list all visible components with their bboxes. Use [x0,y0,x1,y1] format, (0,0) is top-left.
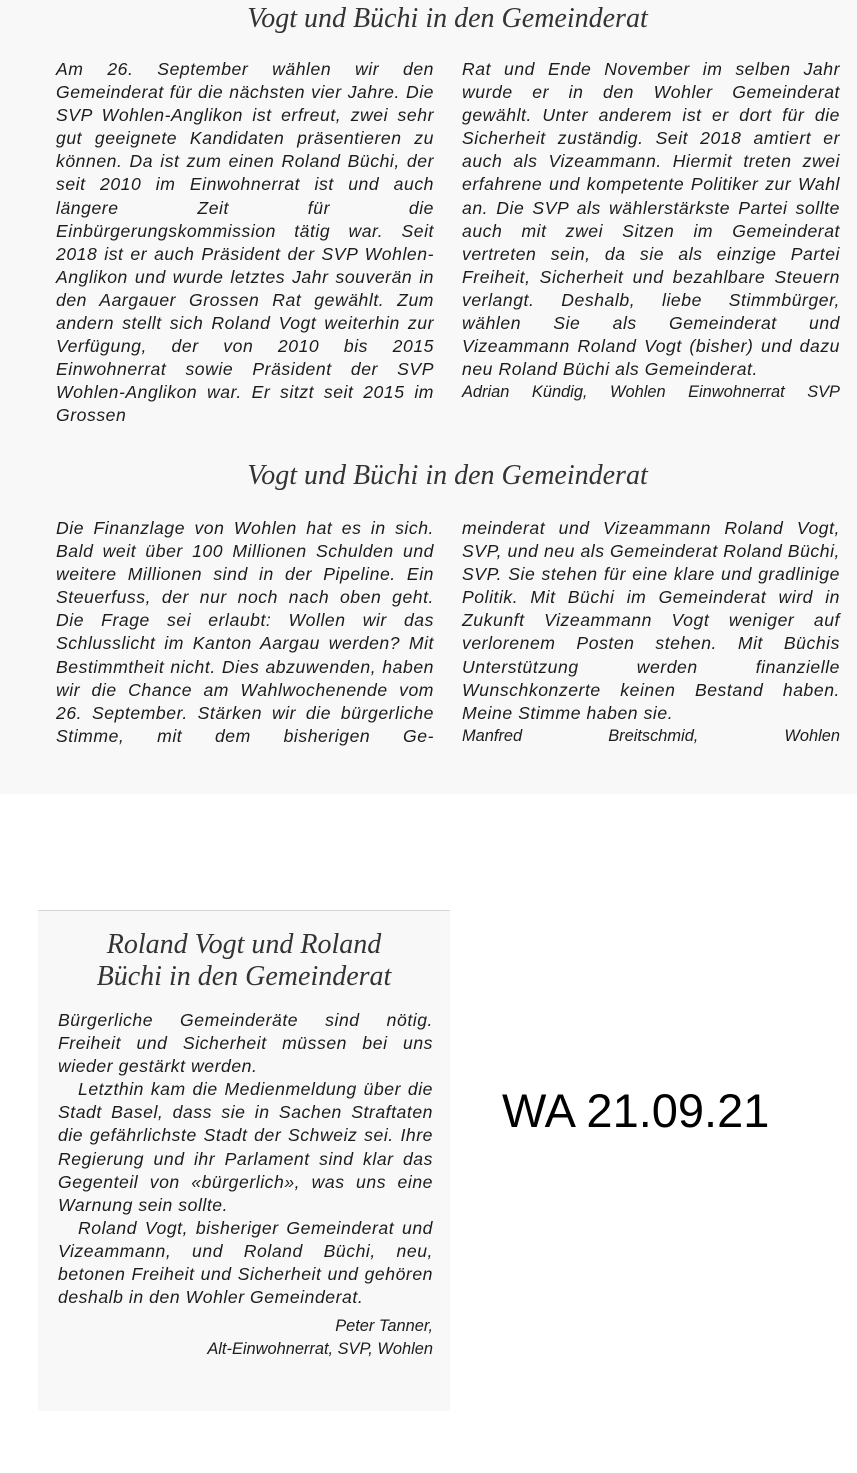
letter-1-signature: Adrian Kündig, Wohlen Einwohnerrat SVP [462,383,840,402]
letter-2 [0,438,857,794]
letter-1-column-right [462,58,840,428]
letter-3-paragraph-2: Letzthin kam die Medienmeldung über die Stadt Basel, dass sie in Sachen Straftaten die gefährlichste Stadt der Schweiz sei. Ihre Regierung und ihr Parlament sind klar das Gegenteil von «bürgerlich», was uns eine Warnung sein sollte. [58,1079,433,1215]
letter-3-title-line-2: Büchi in den Gemeinderat [96,961,392,992]
letter-3-signature [58,1315,433,1361]
letter-2-text-left: Die Finanzlage von Wohlen hat es in sich. Bald weit über 100 Millionen Schulden und weitere Millionen sind in der Pipeline. Ein Steuerfuss, der nur noch nach oben geht. Die Frage sei erlaubt: Wollen wir das Schlusslicht im Kanton Aargau werden? Mit Bestimmtheit nicht. Dies abzuwenden, haben wir die Chance am Wahlwochenende vom 26. September. Stärken wir die bürgerliche Stimme, mit dem bisherigen Ge- [56,518,434,746]
letter-3-paragraph-1: Bürgerliche Gemeinderäte sind nötig. Freiheit und Sicherheit müssen bei uns wieder gestärkt werden. [58,1010,433,1077]
letter-2-column-left [56,517,434,748]
letter-1-column-left [56,58,434,428]
letter-3-body [58,1009,433,1361]
letter-3-title-line-1: Roland Vogt und Roland [106,929,382,960]
letter-3-signature-line-2: Alt-Einwohnerrat, SVP, Wohlen [207,1340,433,1359]
letter-1-columns [56,58,840,428]
letter-3-signature-line-1: Peter Tanner, [335,1317,433,1336]
letter-2-text-right: meinderat und Vizeammann Roland Vogt, SVP, und neu als Gemeinderat Roland Büchi, SVP. Sie stehen für eine klare und gradlinige Politik. Mit Büchi im Gemeinderat wird in Zukunft Vizeammann Vogt weniger auf verlorenem Posten stehen. Mit Büchis Unterstützung werden finanzielle Wunschkonzerte keinen Bestand haben. Meine Stimme haben sie. [462,518,840,723]
letter-3 [38,910,450,1411]
letter-1-text-left: Am 26. September wählen wir den Gemeinderat für die nächsten vier Jahre. Die SVP Wohlen-Anglikon ist erfreut, zwei sehr gut geeignete Kandidaten präsentieren zu können. Da ist zum einen Roland Büchi, der seit 2010 im Einwohnerrat ist und auch längere Zeit für die Einbürgerungskommission tätig war. Seit 2018 ist er auch Präsident der SVP Wohlen-Anglikon und wurde letztes Jahr souverän in den Aargauer Grossen Rat gewählt. Zum andern stellt sich Roland Vogt weiterhin zur Verfügung, der von 2010 bis 2015 Einwohnerrat sowie Präsident der SVP Wohlen-Anglikon war. Er sitzt seit 2015 im Grossen [56,59,434,426]
letter-2-title: Vogt und Büchi in den Gemeinderat [247,460,648,491]
letter-2-signature: Manfred Breitschmid, Wohlen [462,726,840,745]
letter-1-title: Vogt und Büchi in den Gemeinderat [247,3,648,34]
letter-1-text-right: Rat und Ende November im selben Jahr wurde er in den Wohler Gemeinderat gewählt. Unter anderem ist er dort für die Sicherheit zuständig. Seit 2018 amtiert er auch als Vizeammann. Hiermit treten zwei erfahrene und kompetente Politiker zur Wahl an. Die SVP als wählerstärkste Partei sollte auch mit zwei Sitzen im Gemeinderat vertreten sein, da sie als einzige Partei Freiheit, Sicherheit und bezahlbare Steuern verlangt. Deshalb, liebe Stimmbürger, wählen Sie als Gemeinderat und Vizeammann Roland Vogt (bisher) und dazu neu Roland Büchi als Gemeinderat. [462,59,840,380]
letter-2-column-right [462,517,840,748]
letter-3-title [38,929,450,993]
date-stamp: WA 21.09.21 [502,1084,770,1137]
letter-2-columns [56,517,840,748]
letter-1 [0,0,857,438]
letter-3-paragraph-3: Roland Vogt, bisheriger Gemeinderat und Vizeammann, und Roland Büchi, neu, betonen Freiheit und Sicherheit und gehören deshalb in den Wohler Gemeinderat. [58,1217,433,1308]
